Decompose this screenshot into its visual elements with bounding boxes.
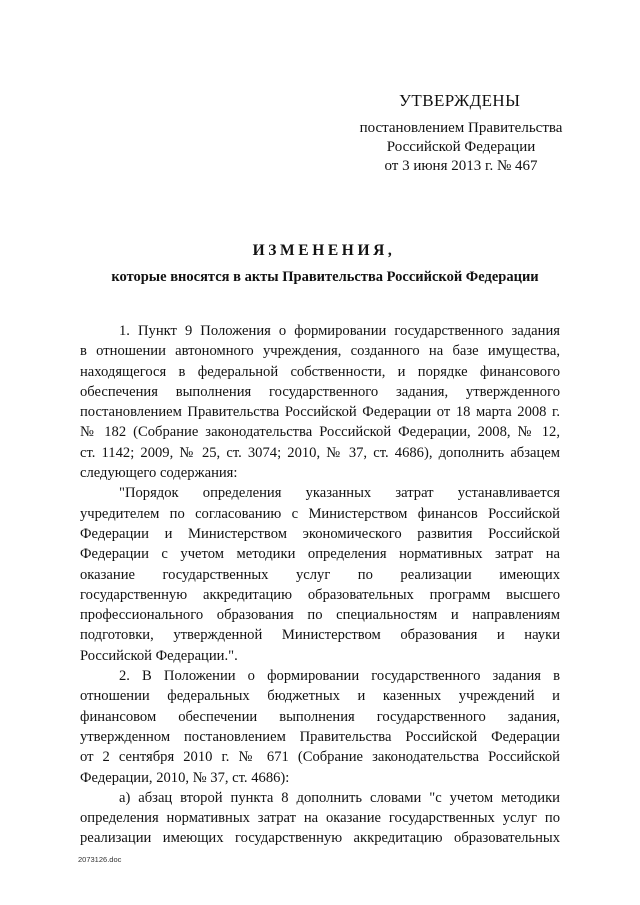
text-line: профессионального образования по специальностям и направлениям bbox=[80, 607, 560, 624]
approval-line-1: постановлением Правительства bbox=[359, 120, 563, 136]
text-line: "Порядок определения указанных затрат устанавливается bbox=[119, 485, 560, 502]
text-line: постановлением Правительства Российской Федерации от 18 марта 2008 г. bbox=[80, 404, 560, 421]
document-heading bbox=[0, 240, 640, 287]
text-line: государственную аккредитацию образовательных программ высшего bbox=[80, 586, 560, 603]
heading-subtitle: которые вносятся в акты Правительства Российской Федерации bbox=[111, 269, 539, 285]
text-line: финансовом обеспечении выполнения государственного задания, bbox=[80, 708, 560, 725]
text-line: Федерации и Министерством экономического развития Российской bbox=[80, 525, 560, 542]
text-line: от 2 сентября 2010 г. № 671 (Собрание законодательства Российской bbox=[80, 749, 560, 766]
text-line: № 182 (Собрание законодательства Российской Федерации, 2008, № 12, bbox=[80, 424, 560, 441]
text-line: следующего содержания: bbox=[80, 465, 238, 482]
text-line: Федерации с учетом методики определения нормативных затрат на bbox=[80, 546, 560, 563]
approval-title: УТВЕРЖДЕНЫ bbox=[399, 91, 521, 110]
text-line: Федерации, 2010, № 37, ст. 4686): bbox=[80, 769, 290, 786]
approval-line-3: от 3 июня 2013 г. № 467 bbox=[384, 158, 538, 174]
paragraph-4 bbox=[80, 788, 560, 849]
text-line: 1. Пункт 9 Положения о формировании государственного задания bbox=[119, 323, 560, 339]
text-line: обеспечения выполнения государственного задания, утвержденного bbox=[80, 383, 560, 400]
document-body bbox=[80, 321, 560, 849]
document-filename: 2073126.doc bbox=[78, 855, 122, 864]
text-line: в отношении автономного учреждения, созданного на базе имущества, bbox=[80, 343, 560, 360]
text-line: утвержденном постановлением Правительства Российской Федерации bbox=[80, 728, 560, 745]
paragraph-1 bbox=[80, 321, 560, 483]
paragraph-3 bbox=[80, 666, 560, 788]
paragraph-2 bbox=[80, 483, 560, 666]
text-line: находящегося в федеральной собственности, и порядке финансового bbox=[80, 363, 560, 380]
approval-stamp bbox=[346, 90, 576, 176]
text-line: Российской Федерации.". bbox=[80, 647, 238, 664]
text-line: а) абзац второй пункта 8 дополнить словами "с учетом методики bbox=[119, 789, 560, 806]
text-line: реализации имеющих государственную аккредитацию образовательных bbox=[80, 830, 560, 847]
approval-line-2: Российской Федерации bbox=[386, 139, 536, 155]
text-line: подготовки, утвержденной Министерством образования и науки bbox=[80, 627, 560, 644]
heading-title: ИЗМЕНЕНИЯ, bbox=[252, 242, 396, 259]
text-line: 2. В Положении о формировании государственного задания в bbox=[119, 668, 560, 685]
text-line: отношении федеральных бюджетных и казенных учреждений и bbox=[80, 688, 560, 705]
text-line: оказание государственных услуг по реализации имеющих bbox=[80, 566, 560, 583]
text-line: определения нормативных затрат на оказание государственных услуг по bbox=[80, 810, 560, 827]
text-line: ст. 1142; 2009, № 25, ст. 3074; 2010, № 37, ст. 4686), дополнить абзацем bbox=[80, 444, 560, 461]
text-line: учредителем по согласованию с Министерством финансов Российской bbox=[80, 505, 560, 522]
